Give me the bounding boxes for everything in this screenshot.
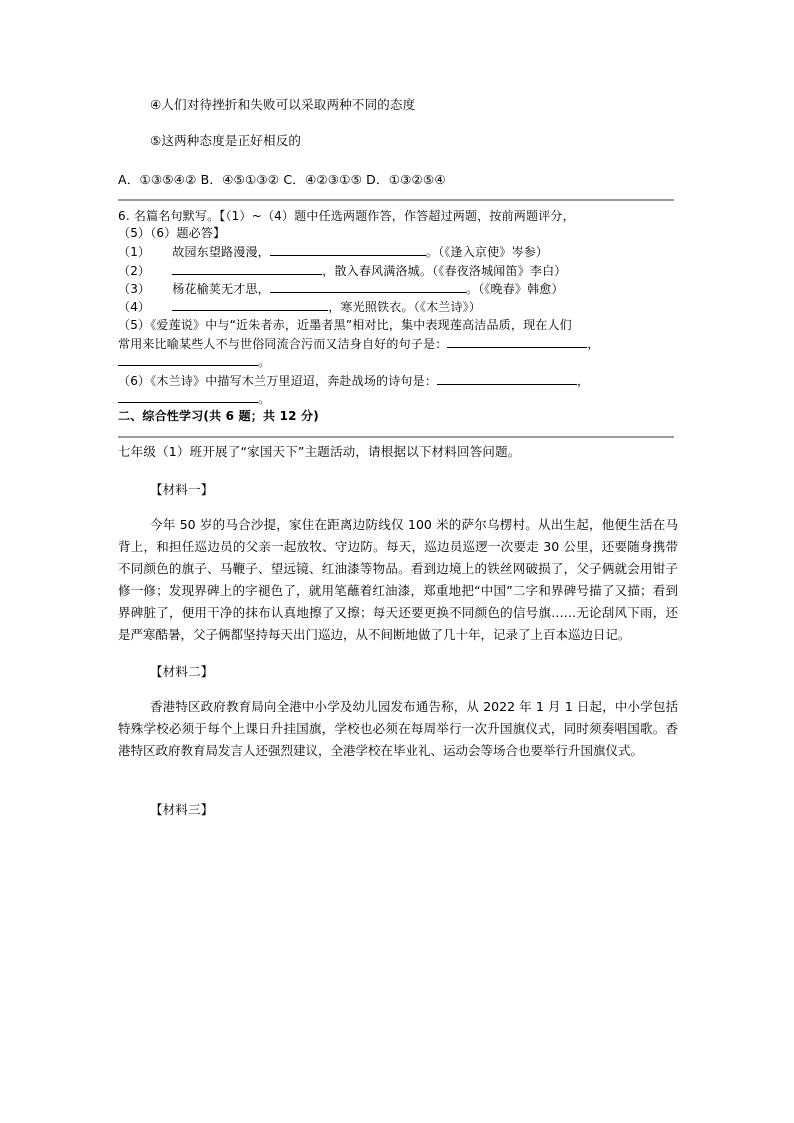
question-6-line-3 [118, 279, 564, 298]
option-item-5: ⑤这两种态度是正好相反的 [150, 133, 302, 148]
answer-blank[interactable] [270, 279, 466, 293]
material-1-title: 【材料一】 [150, 482, 214, 497]
section-2-intro: 七年级（1）班开展了“家国天下”主题活动，请根据以下材料回答问题。 [118, 444, 521, 459]
material-3-title: 【材料三】 [150, 802, 214, 817]
question-6-line-1 [118, 242, 548, 261]
verse-source: 。（《晚春》韩愈） [465, 282, 564, 296]
prompt-text: （6）《木兰诗》中描写木兰万里迢迢，奔赴战场的诗句是： [118, 374, 438, 388]
question-6-line-6a [118, 371, 589, 390]
question-6-line-4 [118, 297, 481, 316]
question-6-subtitle: （5）（6）题必答】 [118, 226, 226, 240]
item-number: （2） [118, 264, 151, 278]
material-2-title: 【材料二】 [150, 664, 214, 679]
question-6-line-6b [118, 389, 270, 408]
item-number: （1） [118, 245, 151, 259]
verse-text: 杨花榆荚无才思， [172, 282, 270, 296]
comma: ， [577, 374, 590, 388]
verse-source: ，寒光照铁衣。（《木兰诗》） [328, 300, 482, 314]
period: 。 [258, 355, 271, 369]
verse-source: ，散入春风满洛城。（《春夜洛城闻笛》李白） [322, 264, 567, 278]
verse-source: 。（《逢入京使》岑参） [425, 245, 549, 259]
answer-choices: A．①③⑤④② B．④⑤①③② C．④②③①⑤ D．①③②⑤④ [118, 172, 446, 187]
answer-blank[interactable] [118, 352, 258, 366]
answer-blank[interactable] [447, 334, 587, 348]
material-2-text: 香港特区政府教育局向全港中小学及幼儿园发布通告称，从 2022 年 1 月 1 日起，中小学包括特殊学校必须于每个上课日升挂国旗，学校也必须在每周举行一次升国旗仪式，同时须奏唱国歌。香港特区政府教育局发言人还强烈建议，全港学校在毕业礼、运动会等场合也要举行升国旗仪式。 [118, 699, 678, 758]
question-6-line-5a: （5）《爱莲说》中与“近朱者赤，近墨者黑”相对比，集中表现莲高洁品质，现在人们 [118, 318, 572, 332]
answer-blank[interactable] [437, 371, 577, 385]
question-6-line-5b [118, 334, 600, 353]
answer-blank[interactable] [172, 297, 328, 311]
prompt-text: 常用来比喻某些人不与世俗同流合污而又洁身自好的句子是： [118, 337, 448, 351]
answer-blank[interactable] [118, 389, 258, 403]
option-item-4: ④人们对待挫折和失败可以采取两种不同的态度 [150, 97, 416, 112]
question-6-line-2 [118, 261, 566, 280]
section-2-heading: 二、综合性学习(共 6 题；共 12 分) [118, 409, 319, 423]
verse-text: 故园东望路漫漫， [172, 245, 270, 259]
question-6-line-5c [118, 352, 270, 371]
item-number: （3） [118, 282, 151, 296]
material-1-text: 今年 50 岁的马合沙提，家住在距离边防线仅 100 米的萨尔乌楞村。从出生起，他便生活在马背上，和担任巡边员的父亲一起放牧、守边防。每天，巡边员巡逻一次要走 30 公里，还要随身携带不同颜色的旗子、马鞭子、望远镜、红油漆等物品。看到边境上的铁丝网破损了，父子俩就会用钳子修一修；发现界碑上的字褪色了，就用笔蘸着红油漆，郑重地把“中国”二字和界碑号描了又描；看到界碑脏了，便用干净的抹布认真地擦了又擦；每天还要更换不同颜色的信号旗……无论刮风下雨，还是严寒酷暑，父子俩都坚持每天出门巡边，从不间断地做了几十年，记录了上百本巡边日记。 [118, 517, 678, 642]
period: 。 [258, 392, 271, 406]
divider-top [118, 199, 674, 201]
item-number: （4） [118, 300, 151, 314]
comma: ， [587, 337, 600, 351]
answer-blank[interactable] [172, 261, 322, 275]
divider-section-2 [118, 436, 674, 438]
question-6-title: 6. 名篇名句默写。【（1）~（4）题中任选两题作答，作答超过两题，按前两题评分， [118, 209, 575, 223]
answer-blank[interactable] [270, 242, 426, 256]
